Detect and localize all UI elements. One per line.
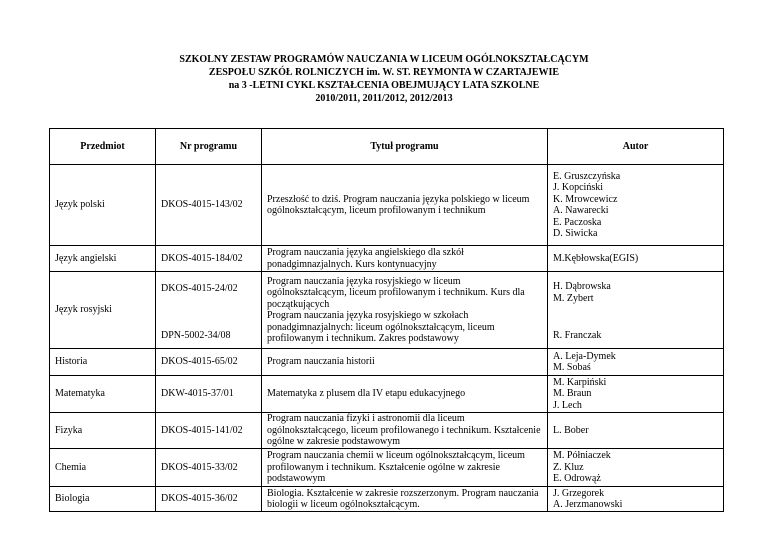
table-row: [50, 349, 724, 376]
program-title-cell: Program nauczania języka angielskiego dla szkół ponadgimnazjalnych. Kurs kontynuacyjny: [262, 246, 548, 272]
author-cell: A. Leja-Dymek M. Sobaś: [548, 349, 724, 376]
program-number-cell: DKW-4015-37/01: [156, 376, 262, 413]
program-title-cell: [262, 272, 548, 349]
program-title-primary: Program nauczania języka rosyjskiego w liceum ogólnokształcącym, liceum profilowanym i technikum. Kurs dla początkujących: [267, 275, 525, 310]
header-line-2: ZESPOŁU SZKÓŁ ROLNICZYCH im. W. ST. REYMONTA W CZARTAJEWIE: [208, 67, 560, 78]
subject-cell: Chemia: [50, 449, 156, 487]
column-header-number: Nr programu: [156, 129, 262, 165]
subject-cell: Biologia: [50, 487, 156, 512]
author-cell: M.Kębłowska(EGIS): [548, 246, 724, 272]
author-cell: [548, 272, 724, 349]
author-secondary: R. Franczak: [553, 329, 602, 341]
table-row: [50, 272, 724, 349]
column-header-title: Tytuł programu: [262, 129, 548, 165]
author-cell: M. Półniaczek Z. Kluz E. Odrowąż: [548, 449, 724, 487]
subject-cell: Język polski: [50, 165, 156, 246]
header-line-4: 2010/2011, 2011/2012, 2012/2013: [315, 93, 453, 104]
program-number-primary: DKOS-4015-24/02: [161, 283, 238, 294]
header-line-3: na 3 -LETNI CYKL KSZTAŁCENIA OBEJMUJĄCY LATA SZKOLNE: [228, 80, 540, 91]
column-header-subject: Przedmiot: [50, 129, 156, 165]
program-title-cell: Program nauczania historii: [262, 349, 548, 376]
table-row: [50, 449, 724, 487]
subject-cell: Język rosyjski: [50, 272, 156, 349]
program-number-cell: DKOS-4015-143/02: [156, 165, 262, 246]
program-title-cell: Program nauczania fizyki i astronomii dla liceum ogólnokształcącego, liceum profilowanego i technikum. Kształcenie ogólne w zakresie podstawowym: [262, 413, 548, 449]
program-number-cell: DKOS-4015-184/02: [156, 246, 262, 272]
program-title-cell: Przeszłość to dziś. Program nauczania języka polskiego w liceum ogólnokształcącym, liceum profilowanym i technikum: [262, 165, 548, 246]
program-title-cell: Biologia. Kształcenie w zakresie rozszerzonym. Program nauczania biologii w liceum ogólnokształcącym.: [262, 487, 548, 512]
subject-cell: Język angielski: [50, 246, 156, 272]
author-cell: E. Gruszczyńska J. Kopciński K. Mrowcewicz A. Nawarecki E. Paczoska D. Siwicka: [548, 165, 724, 246]
column-header-author: Autor: [548, 129, 724, 165]
program-title-cell: Program nauczania chemii w liceum ogólnokształcącym, liceum profilowanym i technikum. Kształcenie ogólne w zakresie podstawowym: [262, 449, 548, 487]
subject-cell: Fizyka: [50, 413, 156, 449]
table-row: [50, 376, 724, 413]
program-title-cell: Matematyka z plusem dla IV etapu edukacyjnego: [262, 376, 548, 413]
program-number-cell: DKOS-4015-65/02: [156, 349, 262, 376]
table-row: [50, 487, 724, 512]
author-cell: L. Bober: [548, 413, 724, 449]
program-number-cell: DKOS-4015-141/02: [156, 413, 262, 449]
program-number-secondary: DPN-5002-34/08: [161, 329, 231, 341]
author-cell: M. Karpiński M. Braun J. Lech: [548, 376, 724, 413]
table-header-row: [50, 129, 724, 165]
document-header: [0, 53, 768, 105]
subject-cell: Historia: [50, 349, 156, 376]
program-number-cell: DKOS-4015-33/02: [156, 449, 262, 487]
author-primary: H. Dąbrowska M. Zybert: [553, 281, 611, 304]
table-row: [50, 413, 724, 449]
program-title-secondary: Program nauczania języka rosyjskiego w szkołach ponadgimnazjalnych: liceum ogólnokształcącym, liceum profilowanym i technikum. Zakres podstawowy: [267, 310, 495, 344]
programs-table: [49, 128, 724, 512]
subject-cell: Matematyka: [50, 376, 156, 413]
program-number-cell: [156, 272, 262, 349]
author-cell: J. Grzegorek A. Jerzmanowski: [548, 487, 724, 512]
table-row: [50, 246, 724, 272]
table-row: [50, 165, 724, 246]
header-line-1: SZKOLNY ZESTAW PROGRAMÓW NAUCZANIA W LICEUM OGÓLNOKSZTAŁCĄCYM: [179, 54, 589, 65]
program-number-cell: DKOS-4015-36/02: [156, 487, 262, 512]
